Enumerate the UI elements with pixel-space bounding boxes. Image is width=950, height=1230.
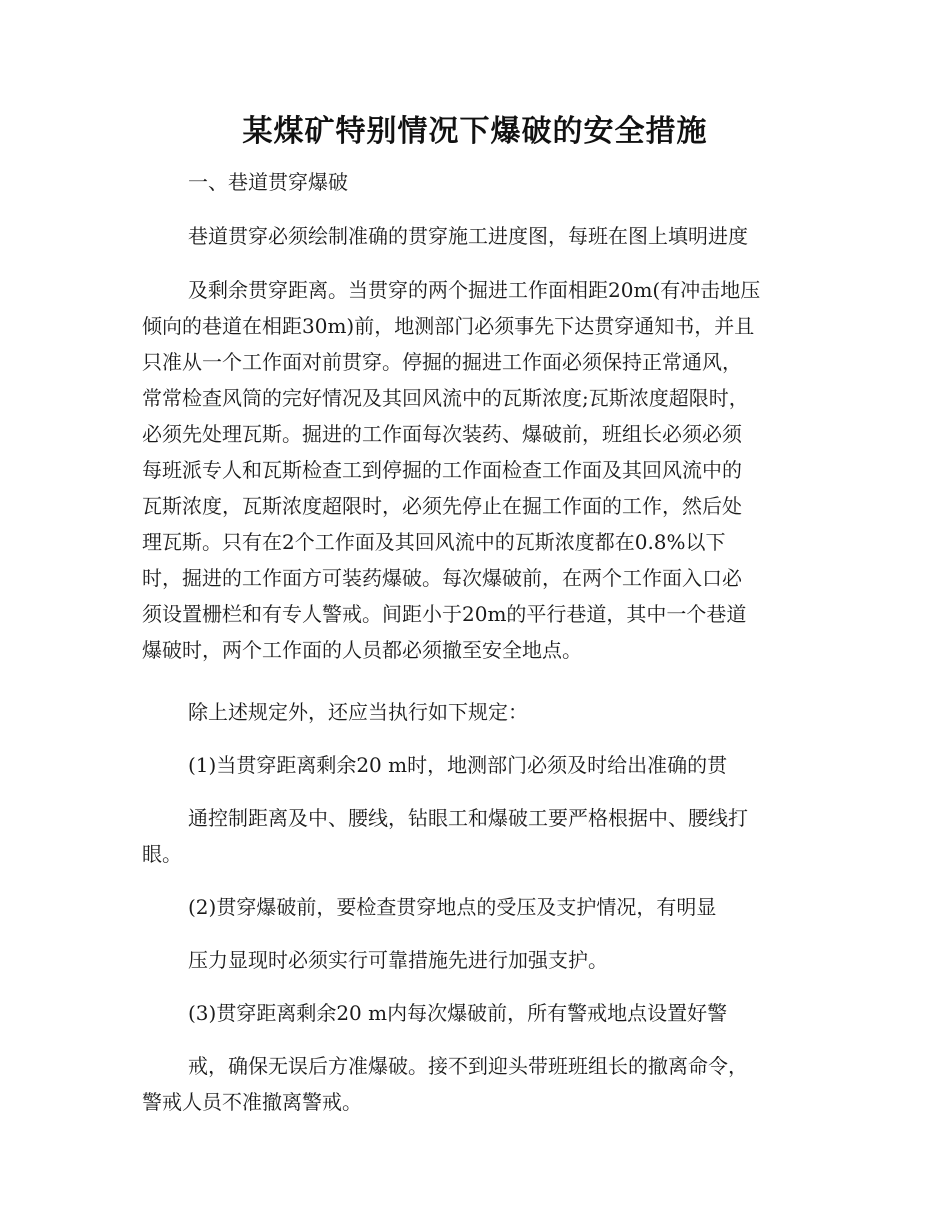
document-title: 某煤矿特别情况下爆破的安全措施	[242, 114, 708, 149]
paragraph-line: 须设置栅栏和有专人警戒。间距小于20m的平行巷道，其中一个巷道	[142, 602, 747, 626]
paragraph-line: 理瓦斯。只有在2个工作面及其回风流中的瓦斯浓度都在0.8%以下	[142, 530, 726, 554]
list-item-line: 戒，确保无误后方准爆破。接不到迎头带班班组长的撤离命令，	[188, 1054, 748, 1078]
list-item-line: 压力显现时必须实行可靠措施先进行加强支护。	[188, 948, 608, 972]
list-item-line: (1)当贯穿距离剩余20 m时，地测部门必须及时给出准确的贯	[188, 753, 728, 777]
paragraph-line: 爆破时，两个工作面的人员都必须撤至安全地点。	[142, 638, 582, 662]
paragraph-line: 每班派专人和瓦斯检查工到停掘的工作面检查工作面及其回风流中的	[142, 458, 742, 482]
list-item-line: (3)贯穿距离剩余20 m内每次爆破前，所有警戒地点设置好警	[188, 1001, 728, 1025]
paragraph-line: 常常检查风筒的完好情况及其回风流中的瓦斯浓度;瓦斯浓度超限时，	[142, 386, 749, 410]
section-heading: 一、巷道贯穿爆破	[188, 170, 348, 194]
paragraph-line: 除上述规定外，还应当执行如下规定：	[188, 700, 528, 724]
paragraph-line: 及剩余贯穿距离。当贯穿的两个掘进工作面相距20m(有冲击地压	[188, 278, 761, 302]
list-item-line: 通控制距离及中、腰线，钻眼工和爆破工要严格根据中、腰线打	[188, 806, 748, 830]
list-item-line: (2)贯穿爆破前，要检查贯穿地点的受压及支护情况，有明显	[188, 895, 717, 919]
paragraph-line: 必须先处理瓦斯。掘进的工作面每次装药、爆破前，班组长必须必须	[142, 422, 742, 446]
paragraph-line: 只准从一个工作面对前贯穿。停掘的掘进工作面必须保持正常通风，	[142, 350, 742, 374]
paragraph-line: 巷道贯穿必须绘制准确的贯穿施工进度图，每班在图上填明进度	[188, 224, 748, 248]
paragraph-line: 瓦斯浓度，瓦斯浓度超限时，必须先停止在掘工作面的工作，然后处	[142, 494, 742, 518]
list-item-line: 眼。	[142, 842, 182, 866]
list-item-line: 警戒人员不准撤离警戒。	[142, 1090, 362, 1114]
paragraph-line: 时，掘进的工作面方可装药爆破。每次爆破前，在两个工作面入口必	[142, 566, 742, 590]
paragraph-line: 倾向的巷道在相距30m)前，地测部门必须事先下达贯穿通知书，并且	[142, 314, 755, 338]
